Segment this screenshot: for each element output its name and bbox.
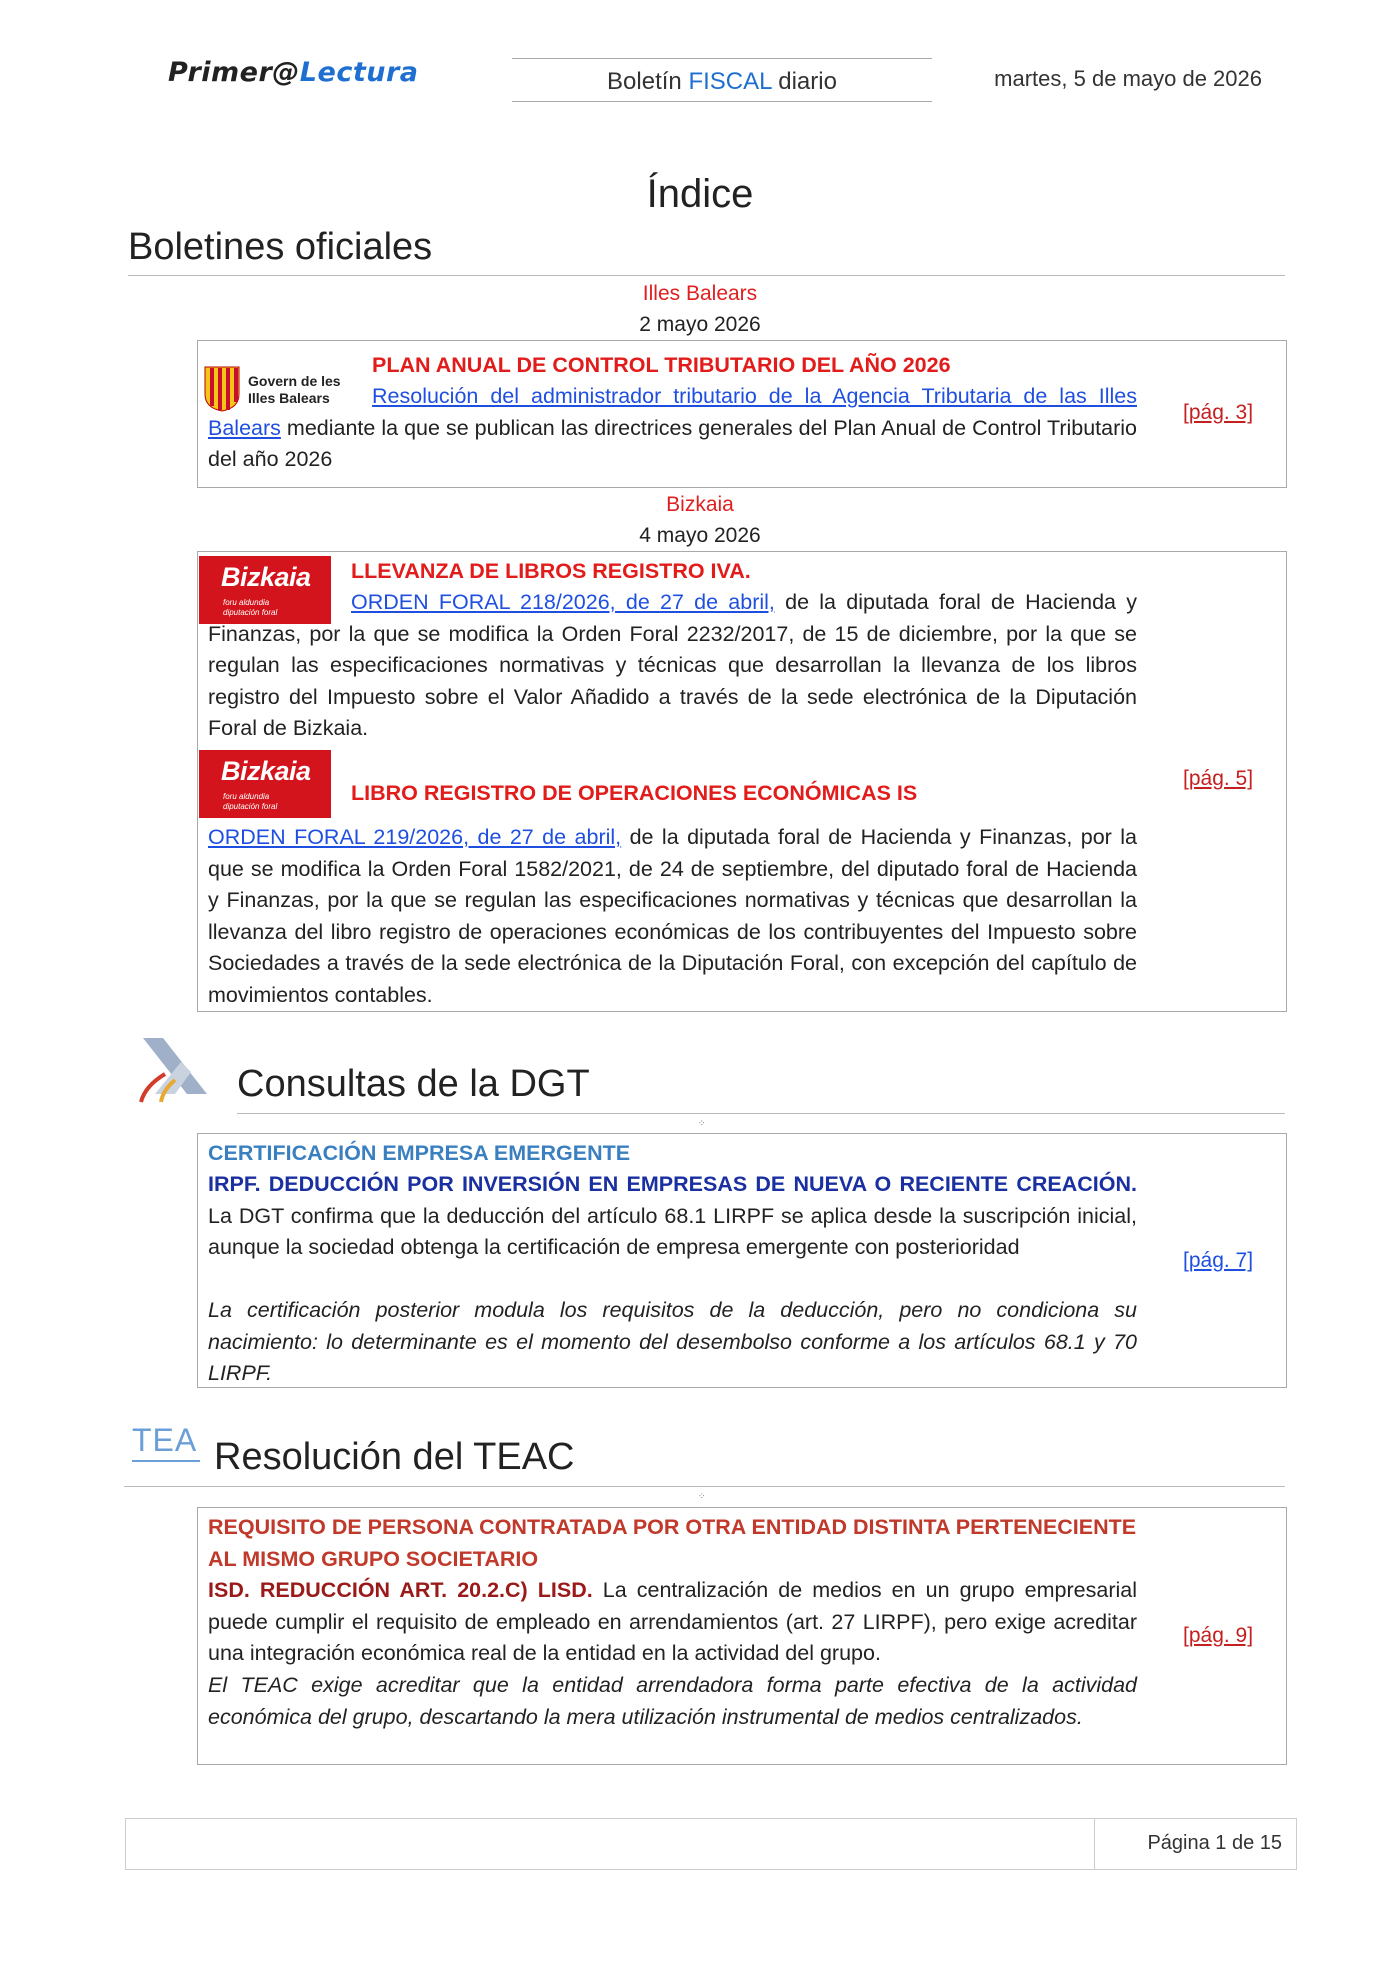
orden-foral-219-link[interactable]: ORDEN FORAL 219/2026, de 27 de abril, bbox=[208, 825, 622, 849]
logo-line2: Illes Balears bbox=[248, 390, 330, 406]
baleares-text: mediante la que se publican las directrices generales del Plan Anual de Control Tributario del año 2026 bbox=[208, 415, 1137, 471]
page-footer bbox=[125, 1818, 1297, 1870]
page-ref-5[interactable]: [pág. 5] bbox=[1183, 767, 1254, 790]
bizkaia-item1-heading bbox=[351, 556, 1137, 588]
bizkaia-item2-heading-text: LIBRO REGISTRO DE OPERACIONES ECONÓMICAS IS bbox=[351, 781, 918, 805]
date-baleares: 2 mayo 2026 bbox=[639, 313, 761, 336]
header-date: martes, 5 de mayo de 2026 bbox=[994, 66, 1262, 91]
teac-heading bbox=[208, 1512, 1137, 1575]
logo-line1: Govern de les bbox=[248, 373, 341, 389]
page-ref-3[interactable]: [pág. 3] bbox=[1183, 401, 1254, 424]
bizkaia-item2-heading bbox=[351, 778, 1137, 810]
bizkaia-item1-heading-text: LLEVANZA DE LIBROS REGISTRO IVA. bbox=[351, 559, 751, 583]
region-baleares: Illes Balears bbox=[642, 282, 758, 305]
anchor-mark: ⁘ bbox=[698, 1491, 706, 1501]
brand-logo bbox=[168, 57, 418, 88]
teac-italic: El TEAC exige acreditar que la entidad arrendadora forma parte efectiva de la actividad económica del grupo, descartando la mera utilización instrumental de medios centralizados. bbox=[208, 1673, 1137, 1729]
teac-body bbox=[208, 1575, 1137, 1670]
index-title: Índice bbox=[646, 172, 754, 216]
anchor-mark: ⁘ bbox=[698, 1118, 706, 1128]
bizkaia-logo-word: Bizkaia bbox=[221, 562, 311, 592]
teac-logo bbox=[132, 1422, 197, 1459]
bulletin-title bbox=[512, 58, 932, 102]
section-title-teac: Resolución del TEAC bbox=[214, 1436, 575, 1478]
teac-subheading: ISD. REDUCCIÓN ART. 20.2.C) LISD. bbox=[208, 1578, 593, 1602]
orden-foral-218-link[interactable]: ORDEN FORAL 218/2026, de 27 de abril, bbox=[351, 590, 775, 614]
agencia-tributaria-logo-icon bbox=[135, 1036, 215, 1106]
teac-text: La centralización de medios en un grupo empresarial puede cumplir el requisito de empleado en arrendamientos (art. 27 LIRPF), pero exige acreditar una integración económica real de la entidad en la actividad del grupo. bbox=[208, 1578, 1137, 1665]
dgt-text: La DGT confirma que la deducción del artículo 68.1 LIRPF se aplica desde la suscripción inicial, aunque la sociedad obtenga la certificación de empresa emergente con posterioridad bbox=[208, 1203, 1137, 1259]
bulletin-part2: FISCAL bbox=[688, 68, 772, 95]
page-ref-9[interactable]: [pág. 9] bbox=[1183, 1624, 1254, 1647]
bizkaia-logo-sub1: foru aldundia bbox=[223, 598, 270, 607]
baleares-resolution-link[interactable]: Resolución del administrador tributario de la Agencia Tributaria de las Illes Balears bbox=[208, 384, 1137, 440]
baleares-heading-text: PLAN ANUAL DE CONTROL TRIBUTARIO DEL AÑO 2026 bbox=[372, 353, 951, 377]
teac-logo-text: TEA bbox=[132, 1422, 198, 1458]
region-bizkaia: Bizkaia bbox=[666, 493, 734, 516]
bizkaia-logo-2 bbox=[199, 750, 331, 818]
brand-part2: Lectura bbox=[299, 57, 419, 88]
section-rule bbox=[124, 1486, 1285, 1487]
baleares-heading bbox=[372, 350, 1137, 382]
teac-heading-text: REQUISITO DE PERSONA CONTRATADA POR OTRA ENTIDAD DISTINTA PERTENECIENTE AL MISMO GRUPO SOCIETARIO bbox=[208, 1515, 1137, 1571]
baleares-body bbox=[208, 381, 1137, 476]
bizkaia-logo-sub2: diputación foral bbox=[223, 608, 278, 617]
bizkaia-item2-body bbox=[208, 822, 1137, 1011]
dgt-heading-text: CERTIFICACIÓN EMPRESA EMERGENTE bbox=[208, 1141, 631, 1165]
bulletin-part1: Boletín bbox=[607, 68, 689, 95]
bizkaia-item1-body bbox=[208, 587, 1137, 745]
bizkaia-item1-text: de la diputada foral de Hacienda y Finanzas, por la que se modifica la Orden Foral 2232/2017, de 15 de diciembre, por la que se regulan las especificaciones normativas y técnicas que desarrollan la llevanza de los libros registro del Impuesto sobre el Valor Añadido a través de la sede electrónica de la Diputación Foral de Bizkaia. bbox=[208, 590, 1137, 740]
bizkaia-item2-text: de la diputada foral de Hacienda y Finanzas, por la que se modifica la Orden Foral 1582/2021, de 24 de septiembre, del diputado foral de Hacienda y Finanzas, por la que se regulan las especificaciones normativas y técnicas que desarrollan la llevanza del libro registro de operaciones económicas de los contribuyentes del Impuesto sobre Sociedades a través de la sede electrónica de la Diputación Foral, con excepción del capítulo de movimientos contables. bbox=[208, 825, 1137, 1007]
brand-part1: Primer@ bbox=[168, 57, 300, 88]
section-title-dgt: Consultas de la DGT bbox=[237, 1063, 590, 1105]
section-rule bbox=[237, 1113, 1285, 1114]
dgt-heading bbox=[208, 1138, 1137, 1170]
teac-logo-underline bbox=[132, 1460, 200, 1462]
date-bizkaia: 4 mayo 2026 bbox=[639, 524, 761, 547]
bulletin-part3: diario bbox=[771, 68, 837, 95]
bizkaia-logo-sub2: diputación foral bbox=[223, 802, 278, 811]
footer-divider bbox=[1094, 1819, 1095, 1869]
dgt-subheading: IRPF. DEDUCCIÓN POR INVERSIÓN EN EMPRESAS DE NUEVA O RECIENTE CREACIÓN. bbox=[208, 1172, 1137, 1196]
section-rule bbox=[128, 275, 1285, 276]
dgt-italic: La certificación posterior modula los requisitos de la deducción, pero no condiciona su nacimiento: lo determinante es el momento del desembolso conforme a los artículos 68.1 y 70 LIRPF. bbox=[208, 1298, 1137, 1385]
dgt-body bbox=[208, 1169, 1137, 1264]
page-number: Página 1 de 15 bbox=[1147, 1832, 1282, 1854]
bizkaia-logo-sub1: foru aldundia bbox=[223, 792, 270, 801]
page-ref-7[interactable]: [pág. 7] bbox=[1183, 1249, 1254, 1272]
section-title-boletines: Boletines oficiales bbox=[128, 226, 433, 268]
bizkaia-logo-word: Bizkaia bbox=[221, 756, 311, 786]
